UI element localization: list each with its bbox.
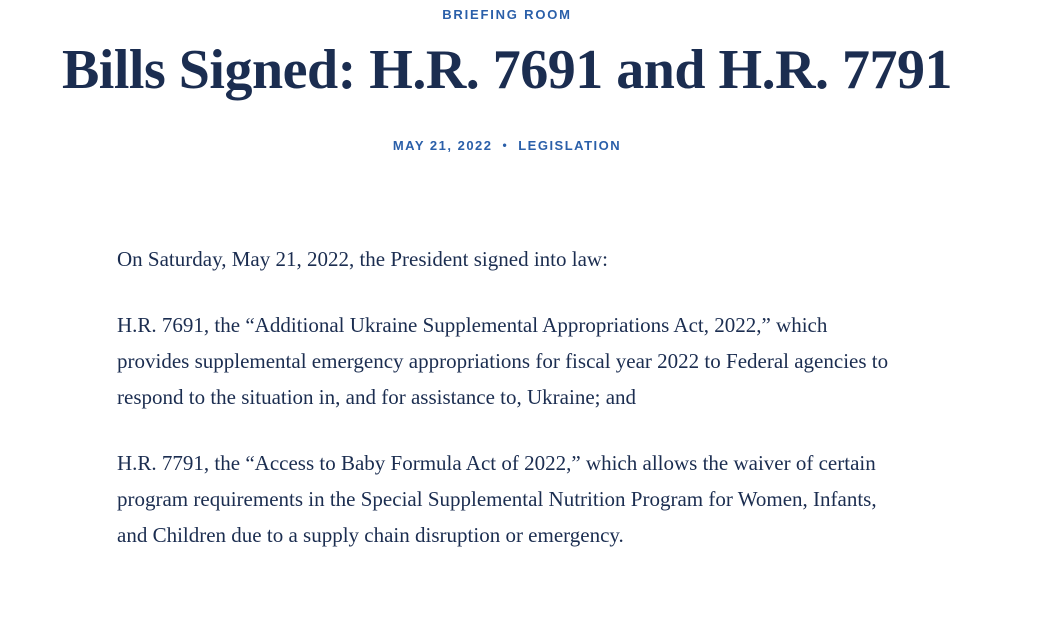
article-body: [117, 241, 897, 553]
breadcrumb: [0, 0, 1014, 22]
bullet-separator-icon: •: [502, 138, 509, 153]
paragraph-hr7791: H.R. 7791, the “Access to Baby Formula Act of 2022,” which allows the waiver of certain program requirements in the Special Supplemental Nutrition Program for Women, Infants, and Children due to a supply chain disruption or emergency.: [117, 451, 877, 548]
category-link-legislation[interactable]: LEGISLATION: [518, 138, 622, 154]
article-meta: [0, 138, 1014, 153]
briefing-room-link[interactable]: BRIEFING ROOM: [442, 7, 572, 22]
page-title: Bills Signed: H.R. 7691 and H.R. 7791: [61, 39, 953, 101]
paragraph-intro: On Saturday, May 21, 2022, the President signed into law:: [117, 247, 608, 272]
publish-date: MAY 21, 2022: [392, 138, 493, 154]
paragraph-hr7691: H.R. 7691, the “Additional Ukraine Supplemental Appropriations Act, 2022,” which provides supplemental emergency appropriations for fiscal year 2022 to Federal agencies to respond to the situation in, and for assistance to, Ukraine; and: [117, 313, 889, 410]
